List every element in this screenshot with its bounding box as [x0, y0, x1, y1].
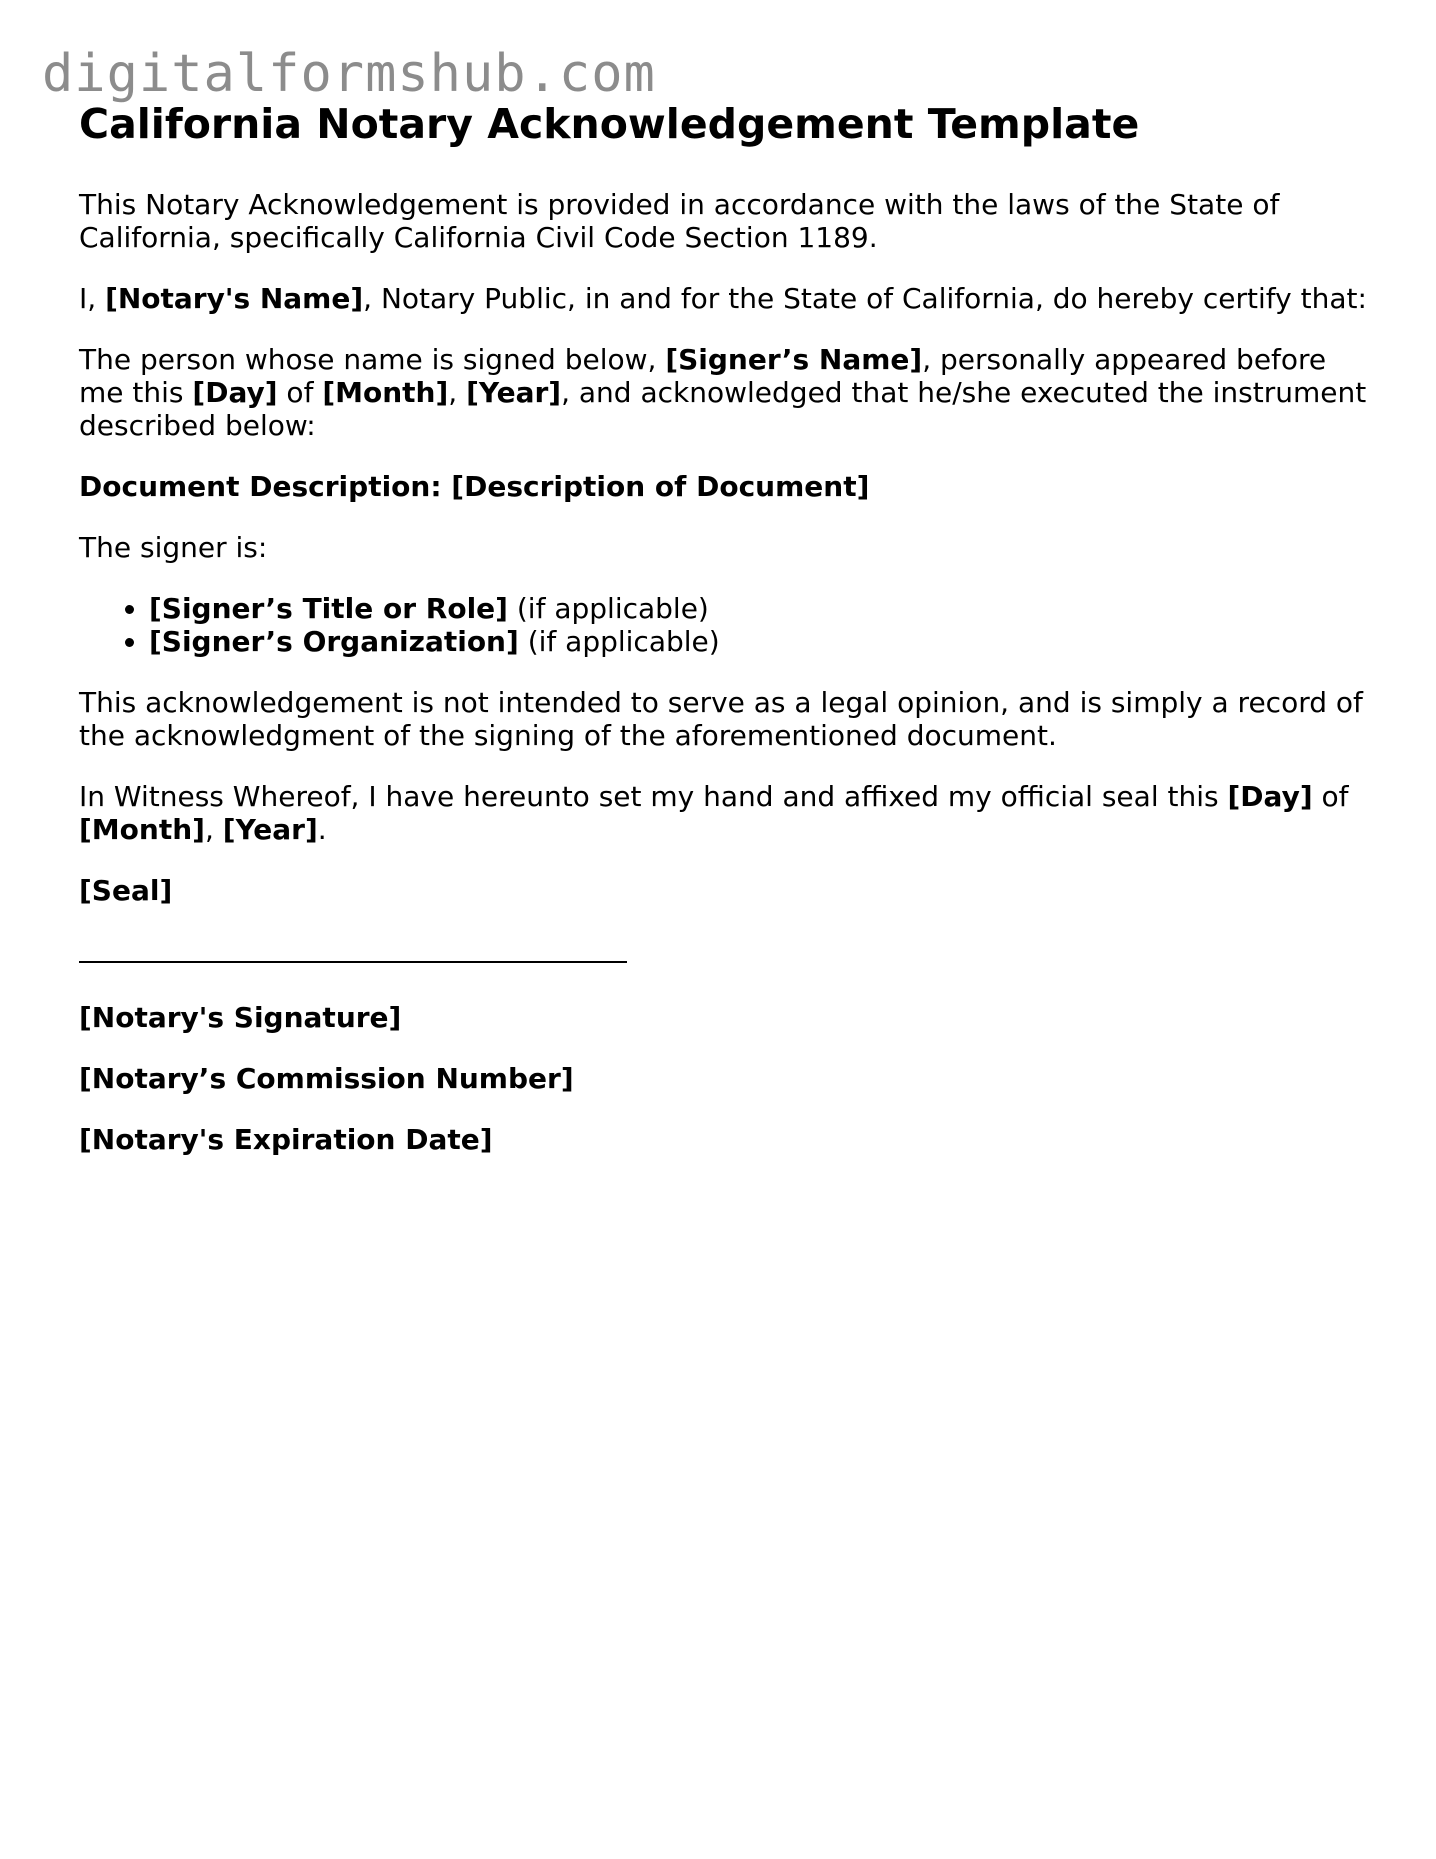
witness-pre: In Witness Whereof, I have hereunto set my hand and affixed my official seal this: [79, 780, 1228, 813]
witness-year-placeholder: [Year]: [222, 813, 318, 846]
expiration-date-placeholder: [79, 1123, 1369, 1156]
year-placeholder: [Year]: [466, 376, 562, 409]
disclaimer-paragraph: This acknowledgement is not intended to serve as a legal opinion, and is simply a record of the acknowledgment of the signing of the aforementioned document.: [79, 686, 1363, 752]
seal-text: [Seal]: [79, 874, 173, 907]
notary-signature-text: [Notary's Signature]: [79, 1001, 402, 1034]
witness-mid: of: [1312, 780, 1349, 813]
document-body: [79, 96, 1369, 1184]
document-description-text: Document Description: [Description of Document]: [79, 470, 870, 503]
certify-pre: I,: [79, 282, 106, 315]
witness-comma: ,: [204, 813, 223, 846]
appearance-mid1: , personally appeared before me this: [79, 343, 1327, 409]
certify-post: , Notary Public, in and for the State of California, do hereby certify that:: [363, 282, 1367, 315]
appearance-paragraph: [79, 343, 1369, 442]
witness-day-placeholder: [Day]: [1227, 780, 1313, 813]
watermark: digitalformshub.com: [42, 44, 656, 104]
witness-post: .: [317, 813, 327, 846]
witness-month-placeholder: [Month]: [79, 813, 205, 846]
appearance-pre: The person whose name is signed below,: [79, 343, 666, 376]
appearance-mid2: of: [277, 376, 323, 409]
commission-number-text: [Notary’s Commission Number]: [79, 1062, 574, 1095]
document-description: [79, 470, 1369, 503]
signature-line: [79, 935, 627, 963]
signer-name-placeholder: [Signer’s Name]: [665, 343, 923, 376]
page-title: California Notary Acknowledgement Template: [79, 100, 1140, 148]
certify-paragraph: [79, 282, 1369, 315]
commission-number-placeholder: [79, 1062, 1369, 1095]
witness-paragraph: [79, 780, 1369, 846]
appearance-comma: ,: [448, 376, 467, 409]
notary-name-placeholder: [Notary's Name]: [105, 282, 364, 315]
expiration-date-text: [Notary's Expiration Date]: [79, 1123, 493, 1156]
signer-is-label: The signer is:: [79, 531, 268, 564]
intro-paragraph: This Notary Acknowledgement is provided in accordance with the laws of the State of California, specifically California Civil Code Section 1189.: [79, 188, 1280, 254]
list-item: [149, 625, 1369, 658]
signer-list: [79, 592, 1369, 658]
appearance-post: , and acknowledged that he/she executed the instrument described below:: [79, 376, 1367, 442]
month-placeholder: [Month]: [322, 376, 449, 409]
signer-organization-placeholder: [Signer’s Organization]: [149, 625, 519, 658]
list-item: [149, 592, 1369, 625]
notary-signature-placeholder: [79, 1001, 1369, 1034]
signer-title-note: (if applicable): [507, 592, 709, 625]
day-placeholder: [Day]: [192, 376, 278, 409]
seal-placeholder: [79, 874, 1369, 907]
signer-title-placeholder: [Signer’s Title or Role]: [149, 592, 508, 625]
signer-organization-note: (if applicable): [518, 625, 720, 658]
